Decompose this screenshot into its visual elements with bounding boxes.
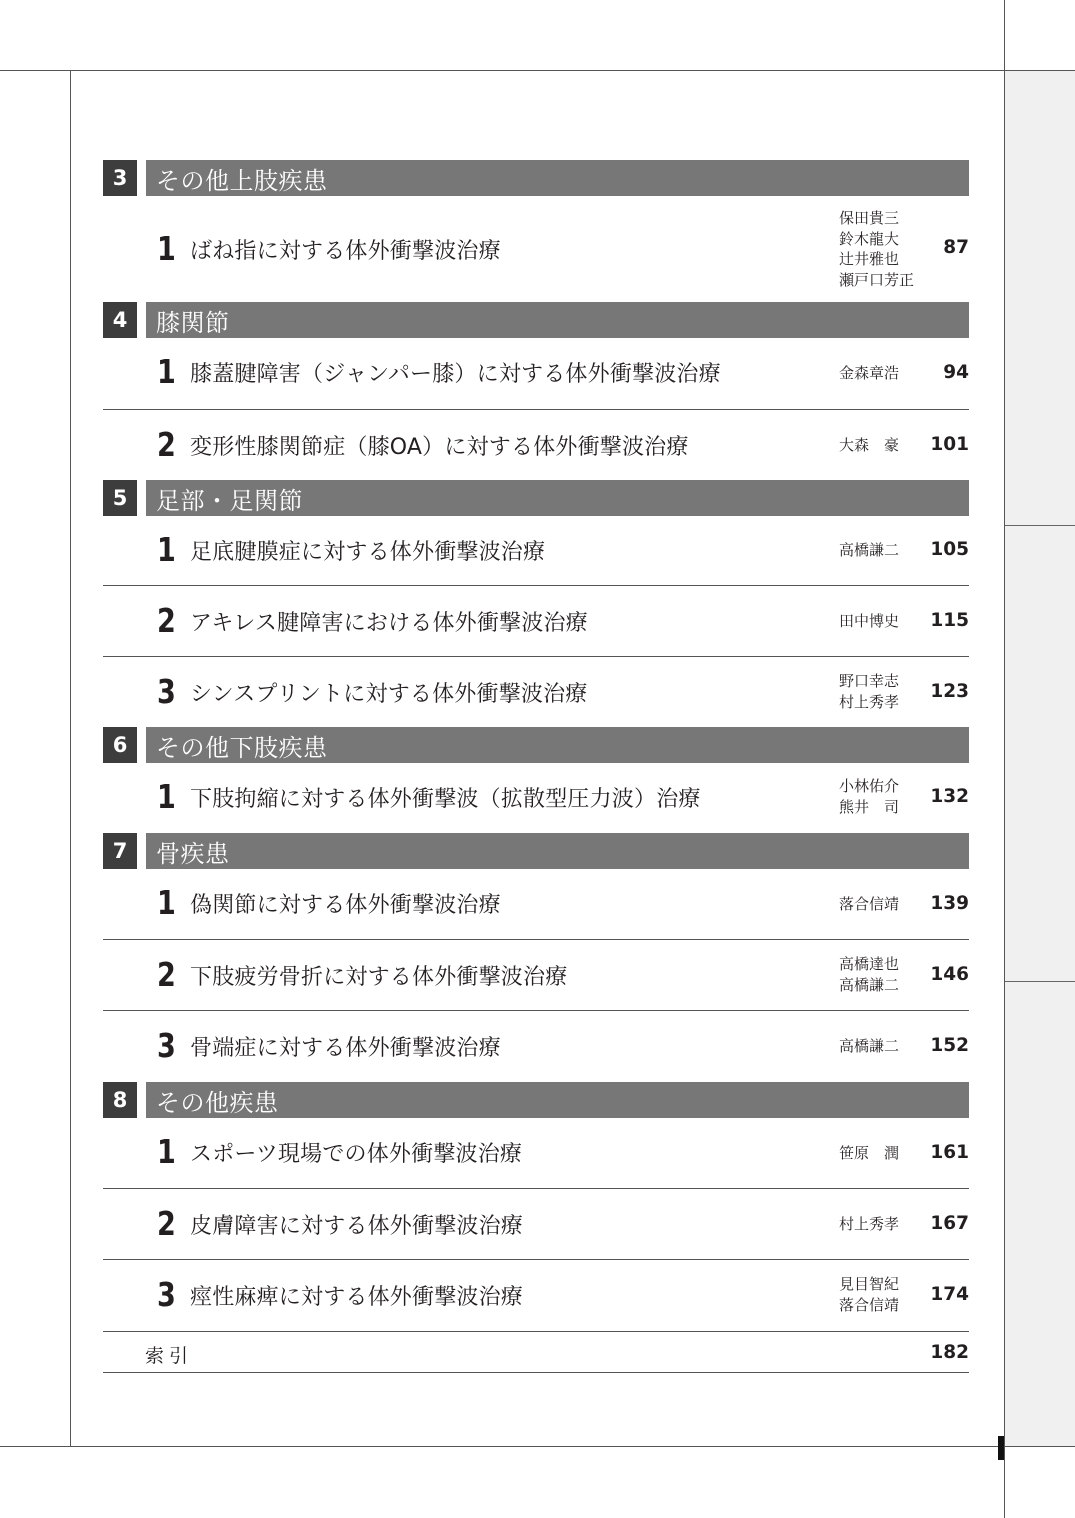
page-number[interactable]: 139 <box>930 893 969 914</box>
author-name: 辻井雅也 <box>839 250 900 268</box>
entry-authors <box>839 671 899 712</box>
author-name: 高橋謙二 <box>839 1037 900 1055</box>
toc-entry[interactable] <box>103 1189 969 1260</box>
section-title: 足部・足関節 <box>156 486 303 515</box>
author-name: 高橋謙二 <box>839 975 900 994</box>
page-number[interactable]: 101 <box>930 434 969 455</box>
author-name: 村上秀孝 <box>839 692 900 711</box>
section-header <box>103 833 969 869</box>
section-header <box>103 727 969 763</box>
author-name: 落合信靖 <box>839 1295 900 1314</box>
section-number: 7 <box>103 833 137 869</box>
section-number: 8 <box>103 1082 137 1118</box>
toc-entry[interactable] <box>103 410 969 480</box>
entry-title[interactable]: 下肢疲労骨折に対する体外衝撃波治療 <box>190 965 568 990</box>
page-number[interactable]: 174 <box>930 1284 969 1305</box>
page-number[interactable]: 132 <box>930 786 969 807</box>
section-number: 3 <box>103 160 137 196</box>
section-number: 4 <box>103 302 137 338</box>
section-header <box>103 1082 969 1118</box>
entry-title[interactable]: 骨端症に対する体外衝撃波治療 <box>190 1036 501 1061</box>
entry-authors <box>839 363 899 384</box>
crop-line-left <box>70 70 71 1447</box>
entry-authors <box>839 435 899 456</box>
entry-title[interactable]: アキレス腱障害における体外衝撃波治療 <box>190 611 588 636</box>
side-tab-panel <box>1005 70 1075 1447</box>
page-number[interactable]: 94 <box>943 362 969 383</box>
section-header <box>103 480 969 516</box>
index-label[interactable]: 索引 <box>145 1345 194 1367</box>
entry-title[interactable]: ばね指に対する体外衝撃波治療 <box>190 239 501 264</box>
page-number[interactable]: 146 <box>930 964 969 985</box>
section-number: 5 <box>103 480 137 516</box>
crop-line-right <box>1004 0 1005 1518</box>
entry-number: 1 <box>157 883 176 922</box>
page-number[interactable]: 182 <box>930 1342 969 1363</box>
entry-authors <box>839 776 899 817</box>
section-number: 6 <box>103 727 137 763</box>
section-title: 骨疾患 <box>156 839 230 868</box>
entry-authors <box>839 208 914 290</box>
author-name: 村上秀孝 <box>839 1215 900 1233</box>
entry-title[interactable]: 痙性麻痺に対する体外衝撃波治療 <box>190 1285 524 1310</box>
toc-entry[interactable] <box>103 196 969 302</box>
toc-entry[interactable] <box>103 1011 969 1082</box>
entry-number: 2 <box>157 1204 176 1243</box>
entry-title[interactable]: シンスプリントに対する体外衝撃波治療 <box>190 682 588 707</box>
author-name: 鈴木龍大 <box>839 229 900 248</box>
toc-entry[interactable] <box>103 338 969 410</box>
side-tab-divider <box>1005 525 1075 526</box>
entry-number: 2 <box>157 425 176 464</box>
section-header <box>103 160 969 196</box>
section-title: その他下肢疾患 <box>156 733 328 762</box>
entry-title[interactable]: スポーツ現場での体外衝撃波治療 <box>190 1142 523 1167</box>
page-number[interactable]: 123 <box>930 681 969 702</box>
thumb-index-mark <box>998 1436 1004 1460</box>
toc-entry[interactable] <box>103 516 969 586</box>
author-name: 瀬戸口芳正 <box>839 270 915 289</box>
author-name: 高橋達也 <box>839 955 900 973</box>
page-number[interactable]: 105 <box>930 539 969 560</box>
entry-number: 1 <box>157 229 176 268</box>
toc-entry[interactable] <box>103 763 969 833</box>
author-name: 野口幸志 <box>839 672 900 690</box>
entry-title[interactable]: 足底腱膜症に対する体外衝撃波治療 <box>190 540 546 565</box>
page-number[interactable]: 115 <box>930 610 969 631</box>
entry-authors <box>839 1214 899 1235</box>
crop-line-bottom <box>0 1446 1075 1447</box>
author-name: 田中博史 <box>839 612 900 630</box>
toc-entry[interactable] <box>103 869 969 940</box>
author-name: 高橋謙二 <box>839 541 900 559</box>
entry-number: 1 <box>157 530 176 569</box>
table-of-contents <box>103 160 969 1373</box>
toc-entry[interactable] <box>103 940 969 1011</box>
entry-authors <box>839 1274 899 1315</box>
entry-authors <box>839 540 899 561</box>
page-number[interactable]: 87 <box>943 237 969 258</box>
page-number[interactable]: 152 <box>930 1035 969 1056</box>
crop-line-top <box>0 70 1075 71</box>
entry-authors <box>839 894 899 915</box>
page-number[interactable]: 161 <box>930 1142 969 1163</box>
entry-authors <box>839 611 899 632</box>
toc-entry[interactable] <box>103 657 969 727</box>
toc-entry[interactable] <box>103 1260 969 1331</box>
toc-entry[interactable] <box>103 586 969 657</box>
entry-number: 2 <box>157 955 176 994</box>
entry-number: 1 <box>157 777 176 816</box>
entry-number: 1 <box>157 1132 176 1171</box>
side-tab-divider <box>1005 981 1075 982</box>
author-name: 熊井 司 <box>839 797 900 816</box>
entry-authors <box>839 954 899 995</box>
section-title: 膝関節 <box>156 308 230 337</box>
entry-title[interactable]: 皮膚障害に対する体外衝撃波治療 <box>190 1214 524 1239</box>
entry-title[interactable]: 下肢拘縮に対する体外衝撃波（拡散型圧力波）治療 <box>190 787 701 812</box>
author-name: 金森章浩 <box>839 364 900 382</box>
entry-number: 3 <box>157 672 176 711</box>
author-name: 保田貴三 <box>839 209 900 227</box>
entry-number: 2 <box>157 601 176 640</box>
author-name: 笹原 潤 <box>839 1144 900 1162</box>
entry-title[interactable]: 変形性膝関節症（膝OA）に対する体外衝撃波治療 <box>190 435 689 460</box>
entry-number: 3 <box>157 1026 176 1065</box>
entry-title[interactable]: 膝蓋腱障害（ジャンパー膝）に対する体外衝撃波治療 <box>190 362 721 387</box>
author-name: 落合信靖 <box>839 895 900 913</box>
entry-title[interactable]: 偽関節に対する体外衝撃波治療 <box>190 893 501 918</box>
entry-authors <box>839 1036 899 1057</box>
index-entry[interactable] <box>103 1331 969 1373</box>
section-title: その他上肢疾患 <box>156 166 328 195</box>
entry-number: 1 <box>157 352 176 391</box>
page-number[interactable]: 167 <box>930 1213 969 1234</box>
author-name: 見目智紀 <box>839 1275 900 1293</box>
author-name: 大森 豪 <box>839 436 900 454</box>
section-header <box>103 302 969 338</box>
entry-authors <box>839 1143 899 1164</box>
section-title: その他疾患 <box>156 1088 279 1117</box>
entry-number: 3 <box>157 1275 176 1314</box>
toc-entry[interactable] <box>103 1118 969 1189</box>
author-name: 小林佑介 <box>839 777 900 795</box>
